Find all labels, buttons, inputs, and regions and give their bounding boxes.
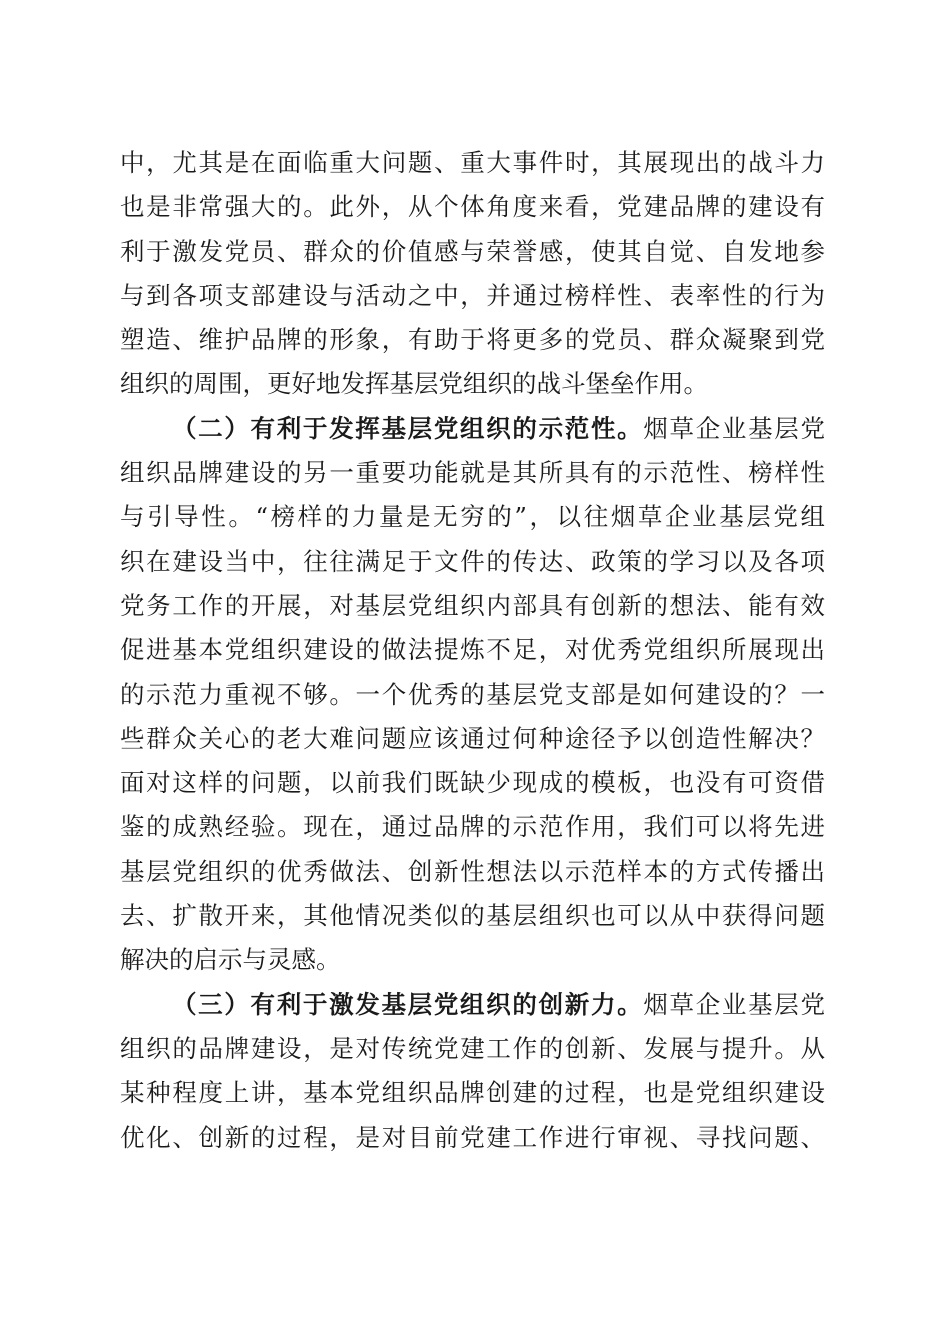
text-line: 组织品牌建设的另一重要功能就是其所具有的示范性、榜样性 bbox=[120, 458, 825, 488]
text-line: 组织的周围，更好地发挥基层党组织的战斗堡垒作用。 bbox=[120, 369, 708, 399]
paragraph-3 bbox=[120, 983, 825, 1160]
text-line: 的示范力重视不够。一个优秀的基层党支部是如何建设的？一 bbox=[120, 679, 825, 709]
text-line: 也是非常强大的。此外，从个体角度来看，党建品牌的建设有 bbox=[120, 192, 825, 222]
text-line: 织在建设当中，往往满足于文件的传达、政策的学习以及各项 bbox=[120, 546, 825, 576]
text-line: 去、扩散开来，其他情况类似的基层组织也可以从中获得问题 bbox=[120, 901, 825, 931]
text-line: 中，尤其是在面临重大问题、重大事件时，其展现出的战斗力 bbox=[120, 148, 825, 177]
text-line: 基层党组织的优秀做法、创新性想法以示范样本的方式传播出 bbox=[120, 856, 825, 886]
paragraph-2 bbox=[120, 407, 825, 983]
section-heading: （三）有利于激发基层党组织的创新力。 bbox=[172, 989, 644, 1019]
text-line: 组织的品牌建设，是对传统党建工作的创新、发展与提升。从 bbox=[120, 1033, 825, 1063]
text-line: 鉴的成熟经验。现在，通过品牌的示范作用，我们可以将先进 bbox=[120, 812, 825, 842]
text-line: 塑造、维护品牌的形象，有助于将更多的党员、群众凝聚到党 bbox=[120, 325, 825, 355]
text-line: 促进基本党组织建设的做法提炼不足，对优秀党组织所展现出 bbox=[120, 635, 825, 665]
text-line: 与到各项支部建设与活动之中，并通过榜样性、表率性的行为 bbox=[120, 280, 825, 310]
paragraph-1 bbox=[120, 141, 825, 407]
paragraph-first-line bbox=[120, 407, 825, 451]
text-line: 解决的启示与灵感。 bbox=[120, 945, 341, 975]
paragraph-first-line bbox=[120, 983, 825, 1027]
text-line: 利于激发党员、群众的价值感与荣誉感，使其自觉、自发地参 bbox=[120, 236, 825, 266]
text-line: 优化、创新的过程，是对目前党建工作进行审视、寻找问题、 bbox=[120, 1122, 825, 1152]
text-line: 某种程度上讲，基本党组织品牌创建的过程，也是党组织建设 bbox=[120, 1078, 825, 1108]
document-body bbox=[120, 141, 825, 1160]
text-line: 党务工作的开展，对基层党组织内部具有创新的想法、能有效 bbox=[120, 590, 825, 620]
section-heading: （二）有利于发挥基层党组织的示范性。 bbox=[172, 413, 644, 443]
text-line: 些群众关心的老大难问题应该通过何种途径予以创造性解决？ bbox=[120, 723, 825, 753]
text-run: 烟草企业基层党 bbox=[643, 413, 825, 443]
text-line: 面对这样的问题，以前我们既缺少现成的模板，也没有可资借 bbox=[120, 768, 825, 798]
text-run: 烟草企业基层党 bbox=[643, 989, 825, 1019]
text-line: 与引导性。“榜样的力量是无穷的”，以往烟草企业基层党组 bbox=[120, 502, 825, 532]
